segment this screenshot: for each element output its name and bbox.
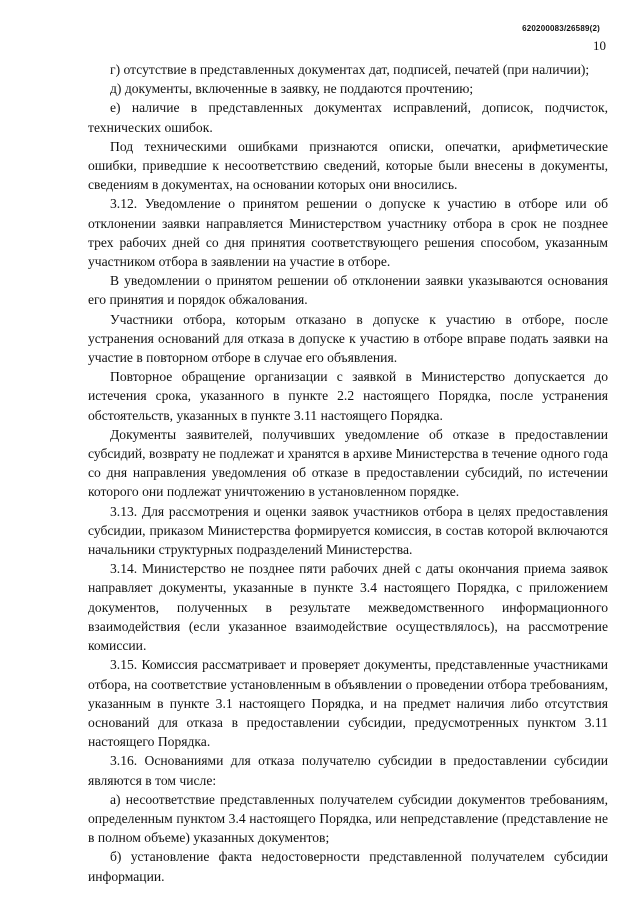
page-number: 10 bbox=[593, 38, 606, 53]
document-id: 620200083/26589(2) bbox=[522, 24, 600, 33]
paragraph: б) установление факта недостоверности представленной получателем субсидии информации. bbox=[88, 849, 608, 884]
paragraph: Участники отбора, которым отказано в допуске к участию в отборе, после устранения оснований для отказа в допуске к участию в отборе вправе подать заявки на участие в повторном отборе в случае его объявления. bbox=[88, 311, 608, 366]
paragraph: 3.16. Основаниями для отказа получателю субсидии в предоставлении субсидии являются в том числе: bbox=[88, 753, 608, 788]
paragraph: 3.12. Уведомление о принятом решении о допуске к участию в отборе или об отклонении заявки направляется Министерством участнику отбора в срок не позднее трех рабочих дней со дня принятия соответствующего решения способом, указанным участником отбора в заявлении на участие в отборе. bbox=[88, 196, 608, 270]
paragraph: 3.14. Министерство не позднее пяти рабочих дней с даты окончания приема заявок направляет документы, указанные в пункте 3.4 настоящего Порядка, с приложением документов, полученных в результате межведомственного информационного взаимодействия (если указанное взаимодействие осуществлялось), на рассмотрение комиссии. bbox=[88, 561, 608, 654]
paragraph: Повторное обращение организации с заявкой в Министерство допускается до истечения срока, указанного в пункте 2.2 настоящего Порядка, после устранения обстоятельств, указанных в пункте 3.11 настоящего Порядка. bbox=[88, 369, 608, 423]
paragraph: г) отсутствие в представленных документах дат, подписей, печатей (при наличии); bbox=[110, 62, 590, 77]
paragraph: 3.13. Для рассмотрения и оценки заявок участников отбора в целях предоставления субсидии, приказом Министерства формируется комиссия, в состав которой включаются начальники структурных подразделений Министерства. bbox=[88, 503, 608, 558]
paragraph: 3.15. Комиссия рассматривает и проверяет документы, представленные участниками отбора, на соответствие установленным в объявлении о проведении отбора требованиям, указанным в пункте 3.1 настоящего Порядка, и на предмет наличия либо отсутствия оснований для отказа в предоставлении субсидии, предусмотренных пунктом 3.11 настоящего Порядка. bbox=[88, 657, 608, 750]
paragraph: Документы заявителей, получивших уведомление об отказе в предоставлении субсидий, возврату не подлежат и хранятся в архиве Министерства в течение одного года со дня направления уведомления об отказе в предоставлении субсидий, по истечении которого они подлежат уничтожению в установленном порядке. bbox=[88, 426, 608, 500]
paragraph: д) документы, включенные в заявку, не поддаются прочтению; bbox=[110, 81, 474, 97]
paragraph: е) наличие в представленных документах исправлений, дописок, подчисток, технических ошибок. bbox=[88, 100, 608, 135]
paragraph: Под техническими ошибками признаются описки, опечатки, арифметические ошибки, приведшие к несоответствию сведений, которые были внесены в документы, сведениям в документах, на основании которых они вносились. bbox=[88, 138, 608, 193]
document-body bbox=[88, 60, 608, 886]
paragraph: а) несоответствие представленных получателем субсидии документов требованиям, определенным пунктом 3.4 настоящего Порядка, или непредставление (представление не в полном объеме) указанных документов; bbox=[88, 791, 608, 846]
paragraph: В уведомлении о принятом решении об отклонении заявки указываются основания его принятия и порядок обжалования. bbox=[88, 273, 608, 308]
